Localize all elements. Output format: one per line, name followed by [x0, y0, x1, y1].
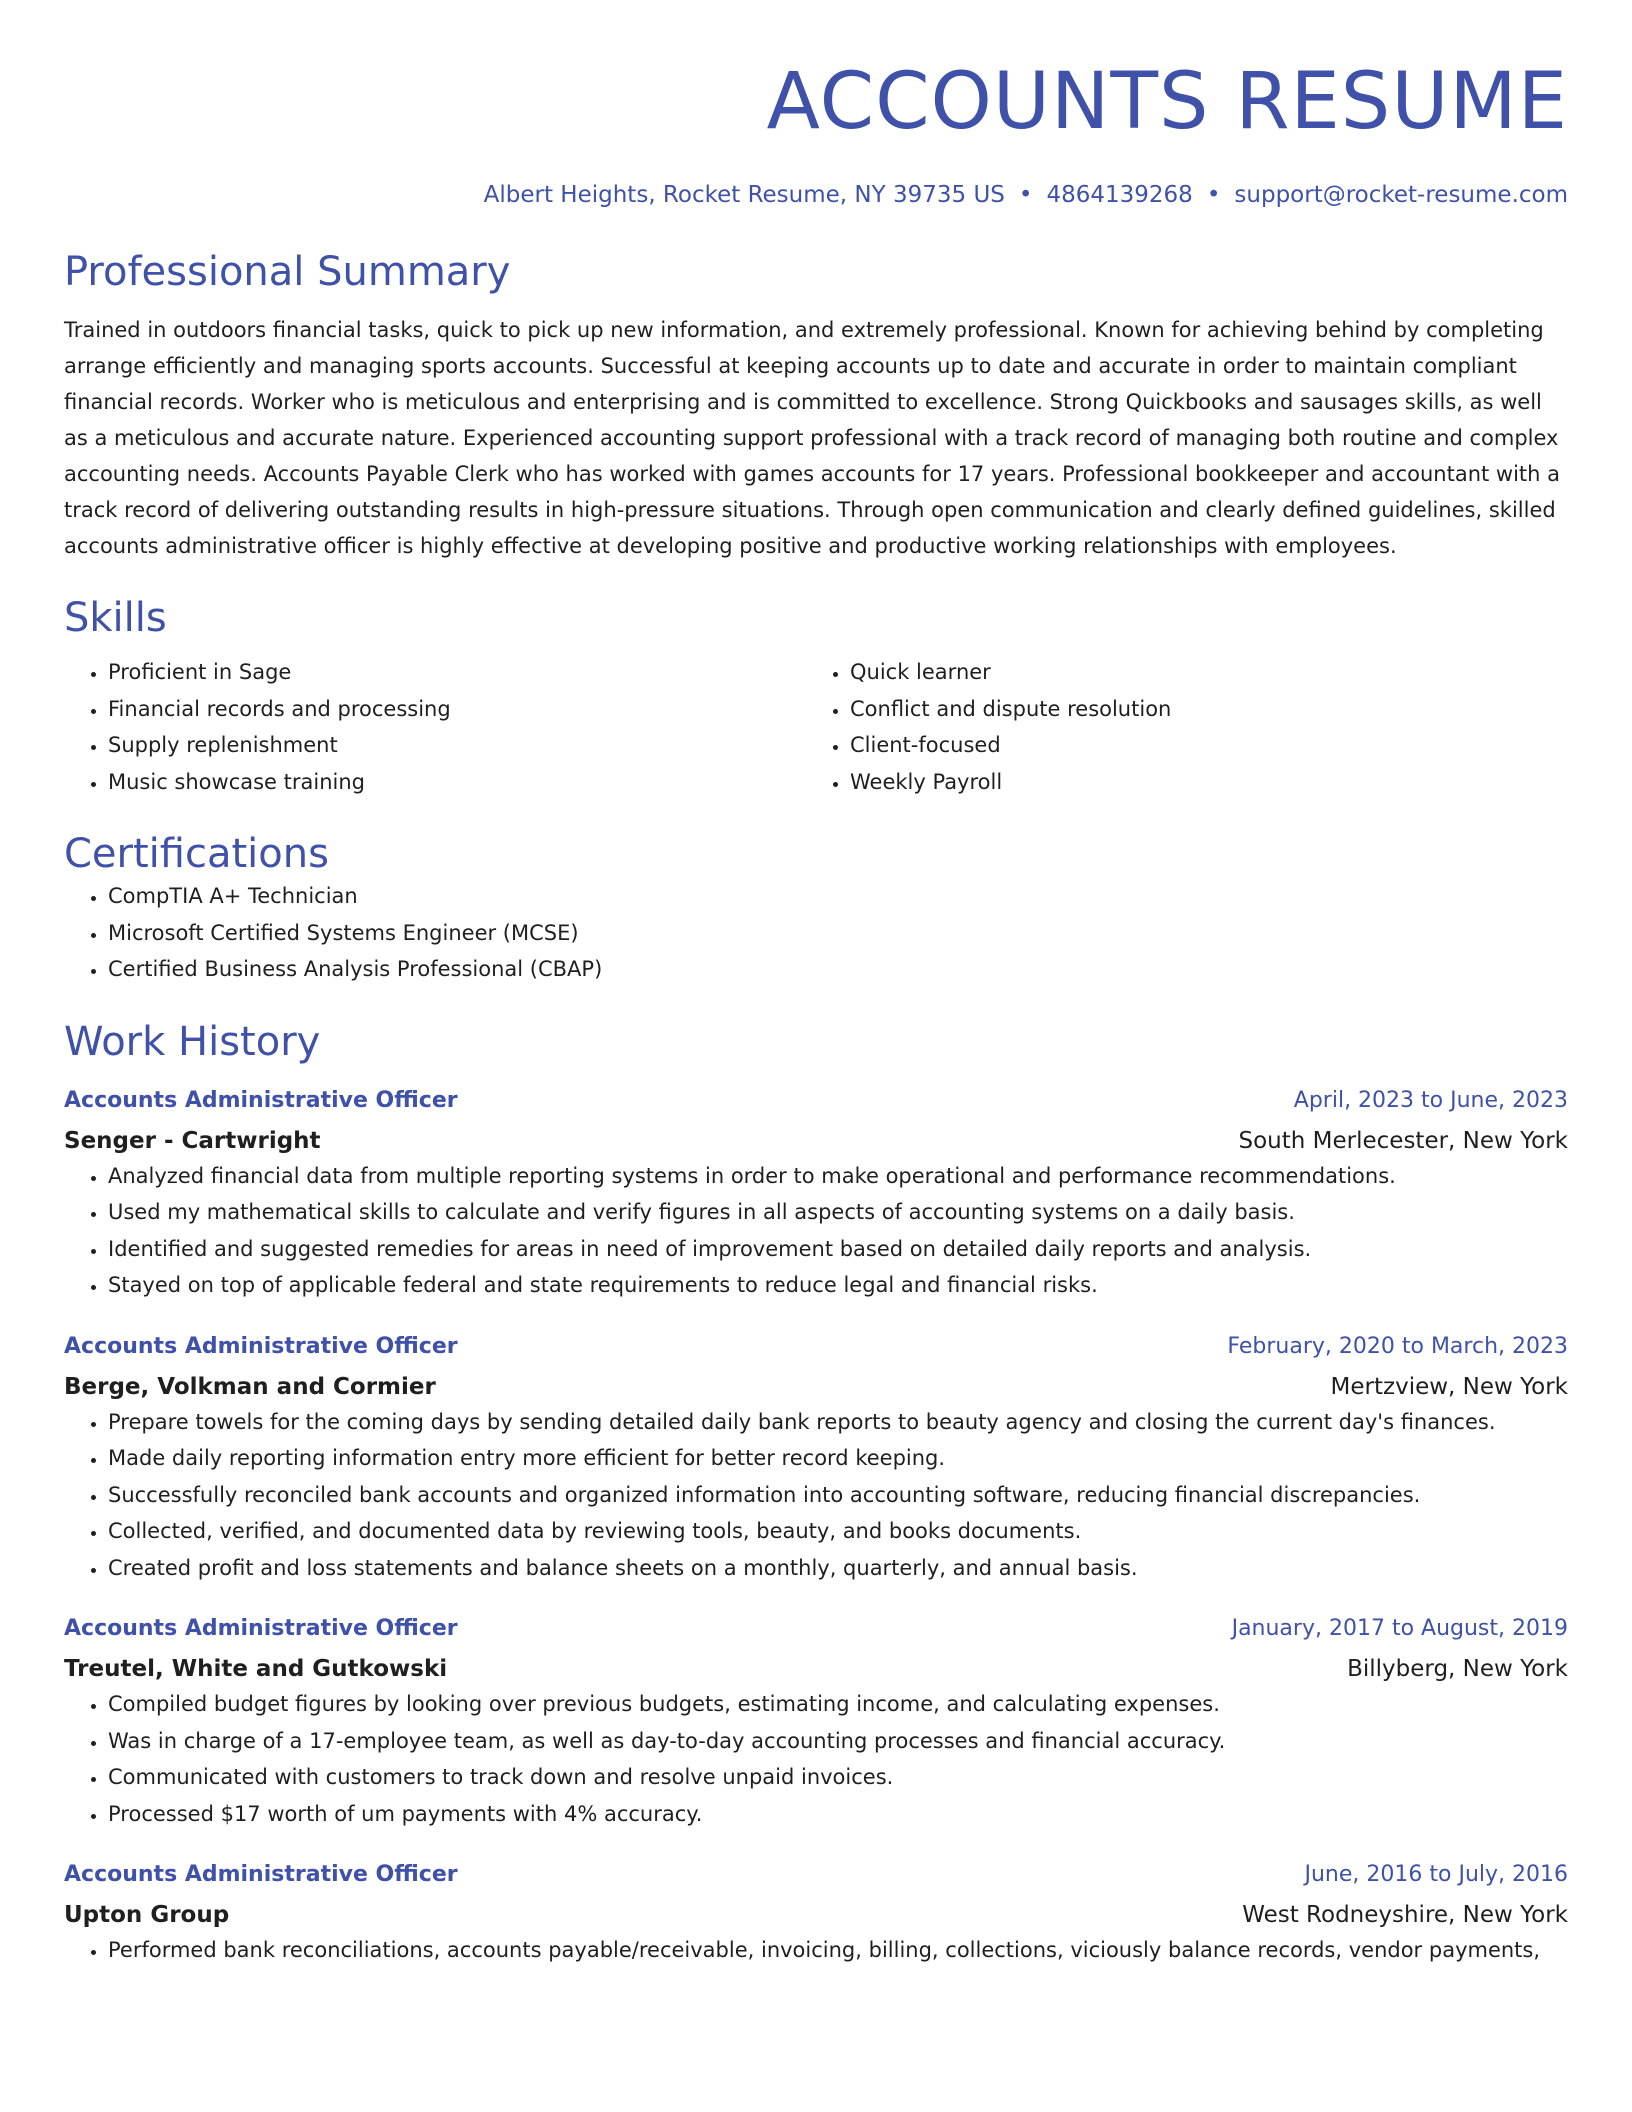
job-entry — [64, 1858, 1568, 1969]
job-employer — [64, 1124, 1568, 1158]
contact-address: Albert Heights, Rocket Resume, NY 39735 US — [483, 182, 1005, 208]
summary-text: Trained in outdoors financial tasks, quick to pick up new information, and extremely professional. Known for achieving behind by completing arrange efficiently and managing sports accounts. Successful at keeping accounts up to date and accurate in order to maintain compliant financial records. Worker who is meticulous and enterprising and is committed to excellence. Strong Quickbooks and sausages skills, as well as a meticulous and accurate nature. Experienced accounting support professional with a track record of managing both routine and complex accounting needs. Accounts Payable Clerk who has worked with games accounts for 17 years. Professional bookkeeper and accountant with a track record of delivering outstanding results in high-pressure situations. Through open communication and clearly defined guidelines, skilled accounts administrative officer is highly effective at developing positive and productive working relationships with employees. — [64, 318, 1561, 558]
skill-item: • Music showcase training — [108, 764, 806, 801]
skill-item: • Financial records and processing — [108, 691, 806, 728]
contact-line — [64, 180, 1568, 210]
job-duty-item: • Collected, verified, and documented data by reviewing tools, beauty, and books documents. — [108, 1513, 1568, 1550]
job-duties-list — [64, 1686, 1568, 1832]
work-history-heading: Work History — [64, 1018, 321, 1065]
job-dates: April, 2023 to June, 2023 — [1293, 1087, 1568, 1113]
resume-page — [64, 0, 1568, 1969]
job-location: Mertzview, New York — [1330, 1373, 1568, 1400]
job-duties-list — [64, 1932, 1568, 1969]
job-dates: June, 2016 to July, 2016 — [1304, 1862, 1568, 1887]
job-entry — [64, 1612, 1568, 1832]
job-title: Accounts Administrative Officer — [64, 1616, 458, 1641]
job-dates: February, 2020 to March, 2023 — [1227, 1333, 1568, 1359]
job-duties-list — [64, 1158, 1568, 1304]
job-location: South Merlecester, New York — [1238, 1127, 1568, 1154]
skills-list-left — [64, 654, 806, 800]
job-duty-item: • Communicated with customers to track down and resolve unpaid invoices. — [108, 1759, 1568, 1796]
job-duty-item: • Processed $17 worth of um payments with 4% accuracy. — [108, 1796, 1568, 1833]
job-title: Accounts Administrative Officer — [64, 1862, 458, 1887]
job-duty-item: • Prepare towels for the coming days by sending detailed daily bank reports to beauty agency and closing the current day's finances. — [108, 1404, 1568, 1441]
job-header — [64, 1858, 1568, 1892]
job-header — [64, 1612, 1568, 1646]
job-employer — [64, 1370, 1568, 1404]
skill-item: • Weekly Payroll — [850, 764, 1548, 801]
skill-item: • Quick learner — [850, 654, 1548, 691]
skill-item: • Conflict and dispute resolution — [850, 691, 1548, 728]
job-location: Billyberg, New York — [1347, 1656, 1568, 1682]
job-employer — [64, 1652, 1568, 1686]
skills-column-left — [64, 654, 806, 800]
summary-heading: Professional Summary — [64, 249, 511, 295]
job-duty-item: • Performed bank reconciliations, accounts payable/receivable, invoicing, billing, collections, viciously balance records, vendor payments, — [108, 1932, 1568, 1969]
certifications-heading: Certifications — [64, 831, 329, 877]
skill-item: • Client-focused — [850, 727, 1548, 764]
skills-grid — [64, 654, 1568, 800]
skills-heading: Skills — [64, 595, 167, 641]
job-company: Upton Group — [64, 1902, 230, 1928]
contact-phone: 4864139268 — [1046, 182, 1193, 208]
job-duty-item: • Stayed on top of applicable federal and state requirements to reduce legal and financial risks. — [108, 1267, 1568, 1304]
job-location: West Rodneyshire, New York — [1242, 1902, 1568, 1928]
job-dates: January, 2017 to August, 2019 — [1231, 1616, 1568, 1641]
job-company: Berge, Volkman and Cormier — [64, 1373, 436, 1400]
certification-item: • CompTIA A+ Technician — [108, 878, 1568, 915]
contact-separator: • — [1018, 182, 1033, 208]
certifications-list — [64, 878, 1568, 988]
resume-title: ACCOUNTS RESUME — [766, 57, 1568, 147]
job-duty-item: • Compiled budget figures by looking over previous budgets, estimating income, and calculating expenses. — [108, 1686, 1568, 1723]
job-header — [64, 1330, 1568, 1364]
job-company: Treutel, White and Gutkowski — [64, 1656, 448, 1682]
skill-item: • Proficient in Sage — [108, 654, 806, 691]
job-title: Accounts Administrative Officer — [64, 1333, 458, 1359]
job-duty-item: • Analyzed financial data from multiple reporting systems in order to make operational and performance recommendations. — [108, 1158, 1568, 1195]
job-duty-item: • Successfully reconciled bank accounts and organized information into accounting software, reducing financial discrepancies. — [108, 1477, 1568, 1514]
certification-item: • Microsoft Certified Systems Engineer (MCSE) — [108, 915, 1568, 952]
job-duties-list — [64, 1404, 1568, 1587]
job-title: Accounts Administrative Officer — [64, 1087, 458, 1113]
job-employer — [64, 1898, 1568, 1932]
job-entry — [64, 1330, 1568, 1587]
skills-column-right — [806, 654, 1548, 800]
contact-email: support@rocket-resume.com — [1234, 182, 1568, 208]
job-duty-item: • Created profit and loss statements and balance sheets on a monthly, quarterly, and annual basis. — [108, 1550, 1568, 1587]
skills-list-right — [806, 654, 1548, 800]
job-company: Senger - Cartwright — [64, 1127, 321, 1154]
job-duty-item: • Used my mathematical skills to calculate and verify figures in all aspects of accounting systems on a daily basis. — [108, 1194, 1568, 1231]
job-duty-item: • Identified and suggested remedies for areas in need of improvement based on detailed daily reports and analysis. — [108, 1231, 1568, 1268]
job-entry — [64, 1084, 1568, 1304]
contact-separator: • — [1206, 182, 1221, 208]
job-header — [64, 1084, 1568, 1118]
job-duty-item: • Made daily reporting information entry more efficient for better record keeping. — [108, 1440, 1568, 1477]
certification-item: • Certified Business Analysis Professional (CBAP) — [108, 951, 1568, 988]
skill-item: • Supply replenishment — [108, 727, 806, 764]
job-duty-item: • Was in charge of a 17-employee team, as well as day-to-day accounting processes and financial accuracy. — [108, 1723, 1568, 1760]
